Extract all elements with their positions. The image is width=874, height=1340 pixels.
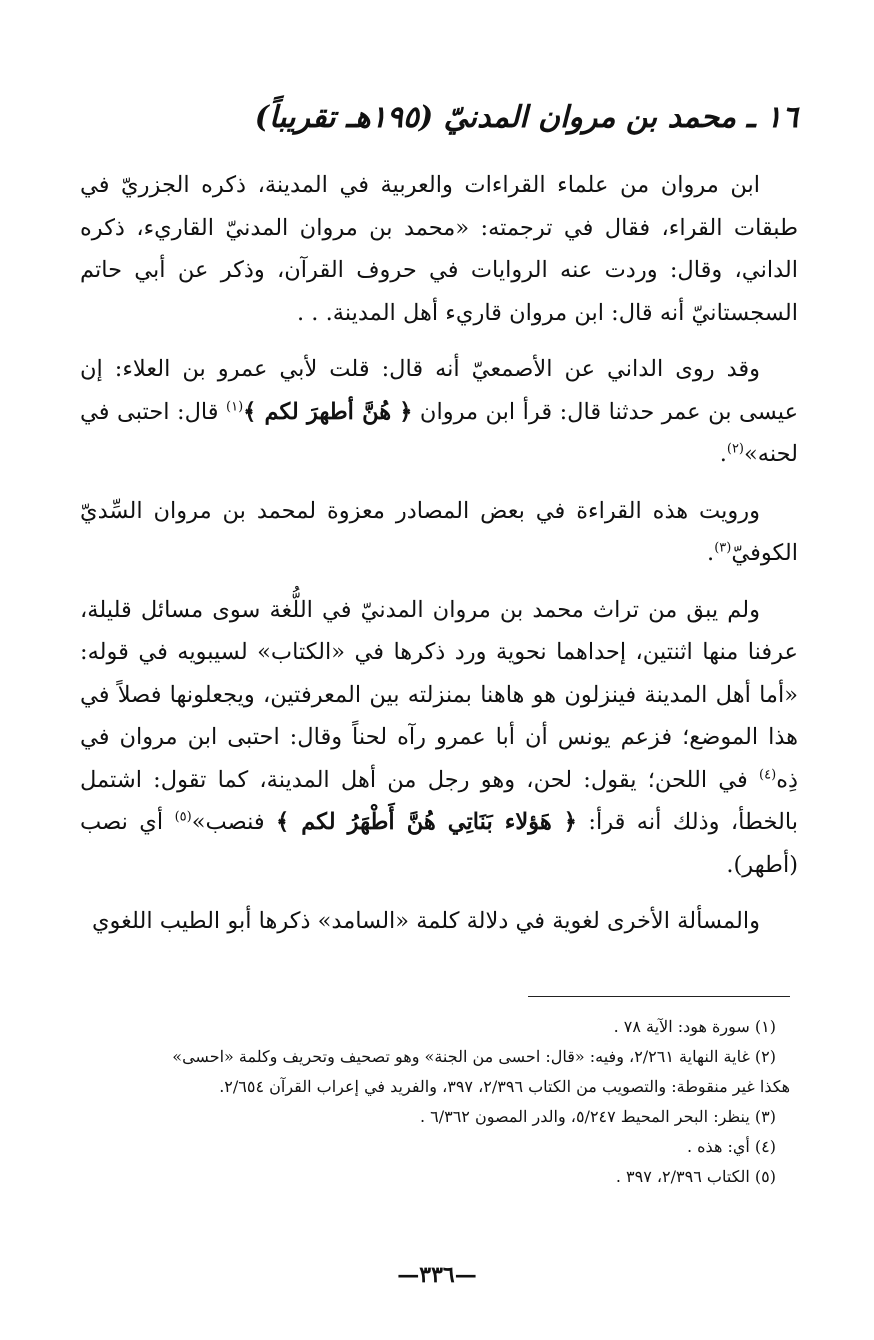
quran-quote: ﴿ هُنَّ أطهرَ لكم ﴾ — [243, 398, 413, 425]
footnote-divider — [528, 996, 790, 997]
paragraph-text: . — [707, 540, 715, 566]
paragraph-text: أي نصب (أطهر). — [80, 809, 798, 878]
paragraph-5 — [80, 900, 798, 943]
footnote-5: (٥) الكتاب ٢/٣٩٦، ٣٩٧ . — [615, 1167, 776, 1186]
footnote-2-continued: هكذا غير منقوطة: والتصويب من الكتاب ٢/٣٩٦، ٣٩٧، والفريد في إعراب القرآن ٢/٦٥٤. — [219, 1077, 790, 1096]
paragraph-text: فنصب» — [191, 809, 277, 835]
paragraph-4 — [80, 589, 798, 887]
page-number: —٣٣٦— — [397, 1262, 477, 1288]
paragraph-text: ابن مروان من علماء القراءات والعربية في المدينة، ذكره الجزريّ في طبقات القراء، فقال في ترجمته: «محمد بن مروان المدنيّ القاريء، ذكره الداني، وقال: وردت عنه الروايات في حروف القرآن، وذكر عن أبي حاتم السجستانيّ أنه قال: ابن مروان قاريء أهل المدينة. . . — [80, 172, 798, 326]
paragraph-text: . — [719, 441, 727, 467]
footnote-2: (٢) غاية النهاية ٢/٢٦١، وفيه: «قال: احسى من الجنة» وهو تصحيف وتحريف وكلمة «احسى» — [172, 1047, 776, 1066]
footnote-ref: (٣) — [714, 540, 732, 556]
footnote-ref: (٤) — [759, 767, 777, 782]
footnote-1: (١) سورة هود: الآية ٧٨ . — [613, 1017, 776, 1036]
quran-quote: ﴿ هَؤلاء بَنَاتِي هُنَّ أَطْهَرُ لكم ﴾ — [276, 809, 577, 835]
paragraph-text: في اللحن؛ يقول: لحن، وهو رجل من أهل المدينة، كما تقول: اشتمل بالخطأ، وذلك أنه قرأ: — [80, 766, 798, 835]
footnote-ref: (٥) — [174, 809, 192, 825]
paragraph-3 — [80, 490, 798, 575]
footnote-4: (٤) أي: هذه . — [686, 1137, 776, 1156]
paragraph-text: والمسألة الأخرى لغوية في دلالة كلمة «السامد» ذكرها أبو الطيب اللغوي — [91, 908, 760, 934]
body-text — [80, 164, 798, 957]
footnote-ref: (١) — [226, 399, 244, 414]
footnote-ref: (٢) — [726, 441, 744, 457]
paragraph-text: قال: احتبى في لحنه» — [80, 398, 798, 467]
paragraph-2 — [80, 348, 798, 476]
section-heading: ١٦ ـ محمد بن مروان المدنيّ (١٩٥هـ تقريباً) — [254, 100, 798, 135]
paragraph-text: ولم يبق من تراث محمد بن مروان المدنيّ في اللُّغة سوى مسائل قليلة، عرفنا منها اثنتين، إحداهما نحوية ورد ذكرها في «الكتاب» لسيبويه في قوله: «أما أهل المدينة فينزلون هو هاهنا بمنزلته بين المعرفتين، ويجعلونها فصلاً في هذا الموضع؛ فزعم يونس أن أبا عمرو رآه لحناً وقال: احتبى ابن مروان في ذِه — [80, 596, 798, 793]
paragraph-text: وقد روى الداني عن الأصمعيّ أنه قال: قلت لأبي عمرو بن العلاء: إن عيسى بن عمر حدثنا قال: قرأ ابن مروان — [80, 356, 798, 425]
paragraph-1 — [80, 164, 798, 334]
footnote-3: (٣) ينظر: البحر المحيط ٥/٢٤٧، والدر المصون ٦/٣٦٢ . — [419, 1107, 776, 1126]
paragraph-text: ورويت هذه القراءة في بعض المصادر معزوة لمحمد بن مروان السِّديّ الكوفيّ — [80, 497, 798, 566]
footnotes — [84, 1012, 790, 1192]
